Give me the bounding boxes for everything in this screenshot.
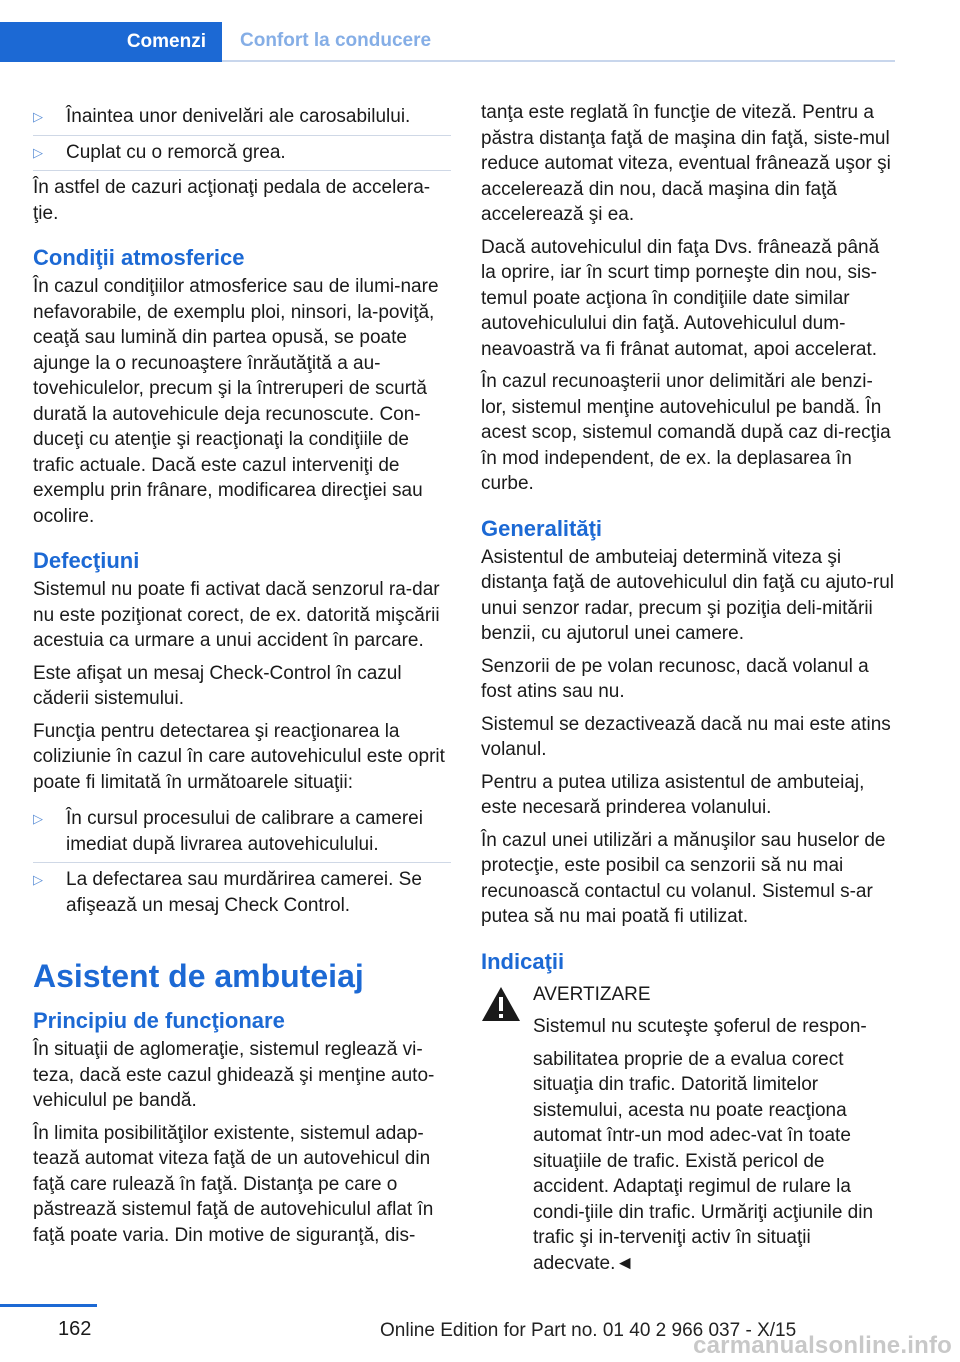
- paragraph: Este afişat un mesaj Check-Control în cazul căderii sistemului.: [33, 662, 402, 709]
- edition-note: Online Edition for Part no. 01 40 2 966 037 - X/15: [380, 1320, 797, 1341]
- tab-comenzi[interactable]: Comenzi: [0, 22, 222, 62]
- page-number: 162: [58, 1318, 92, 1340]
- paragraph: Sistemul se dezactivează dacă nu mai este atins volanul.: [481, 713, 891, 760]
- list-item: ▷ Înaintea unor denivelări ale carosabilului.: [33, 100, 451, 136]
- heading-principiu-de-functionare: Principiu de funcţionare: [33, 1008, 285, 1033]
- right-column: [481, 100, 897, 1283]
- paragraph: Dacă autovehiculul din faţa Dvs. frânează până la oprire, iar în scurt timp porneşte din nou, sis‐temul poate acţiona în condiţiile date similar autovehiculului din faţă. Autovehiculul dum‐neavoastră va fi frânat automat, apoi accelerat.: [481, 236, 880, 360]
- paragraph: Sistemul nu poate fi activat dacă senzorul ra‐dar nu este poziţionat corect, de ex. datorită mişcării acestuia ca urmare a unui accident în parcare.: [33, 579, 440, 651]
- heading-defectiuni: Defecţiuni: [33, 548, 140, 573]
- list-item: ▷ La defectarea sau murdărirea camerei. Se afişează un mesaj Check Control.: [33, 863, 451, 923]
- paragraph: În situaţii de aglomeraţie, sistemul reglează vi‐teza, dacă este cazul ghidează şi menţine auto‐vehiculul pe bandă.: [33, 1039, 435, 1111]
- watermark: carmanualsonline.info: [693, 1332, 952, 1359]
- paragraph: Pentru a putea utiliza asistentul de ambuteiaj, este necesară prinderea volanului.: [481, 771, 865, 818]
- warning-box: [481, 982, 897, 1284]
- warning-triangle-icon: [481, 982, 533, 1284]
- heading-generalitati: Generalităţi: [481, 515, 603, 541]
- heading-asistent-de-ambuteiaj: Asistent de ambuteiaj: [33, 958, 364, 994]
- list-item: ▷ În cursul procesului de calibrare a camerei imediat după livrarea autovehiculului.: [33, 802, 451, 863]
- tab-confort-la-conducere[interactable]: Confort la conducere: [222, 22, 895, 62]
- paragraph: În cazul unei utilizări a mănuşilor sau huselor de protecţie, este posibil ca senzorii să nu mai recunoască contactul cu volanul. Sistemul s-ar putea să nu mai poată fi utilizat.: [481, 829, 886, 927]
- triangle-bullet-icon: ▷: [33, 144, 43, 160]
- list-item: ▷ Cuplat cu o remorcă grea.: [33, 136, 451, 172]
- triangle-bullet-icon: ▷: [33, 872, 43, 887]
- heading-indicatii: Indicaţii: [481, 948, 565, 974]
- warning-text: sabilitatea proprie de a evalua corect situaţia din trafic. Datorită limitelor sistemului, acesta nu poate reacţiona automat într-un mod adec‐vat în toate situaţiile de trafic. Există pericol de accident. Adaptaţi regimul de rulare la condi‐ţiile din trafic. Urmăriţi acţiunile din trafic şi in‐terveniţi activ în situaţii adecvate.◄: [533, 1048, 874, 1274]
- paragraph: În limita posibilităţilor existente, sistemul adap‐tează automat viteza faţă de un autovehicul din faţă care rulează în faţă. Distanţa pe care o păstrează sistemul faţă de autovehiculul aflat în faţă poate varia. Din motive de siguranţă, dis‐: [33, 1122, 434, 1246]
- paragraph: Asistentul de ambuteiaj determină viteza şi distanţa faţă de autovehiculul din faţă cu ajuto‐rul unui senzor radar, precum şi poziţia deli‐mitării benzii, cu ajutorul unei camere.: [481, 546, 894, 644]
- triangle-bullet-icon: ▷: [33, 109, 43, 124]
- left-column: [33, 100, 451, 1255]
- footer-line: [0, 1304, 97, 1307]
- paragraph: tanţa este reglată în funcţie de viteză. Pentru a păstra distanţa faţă de maşina din faţă, siste‐mul reduce automat viteza, eventual frânează uşor şi accelerează din nou, dacă maşina din faţă accelerează şi ea.: [481, 102, 891, 225]
- paragraph: Senzorii de pe volan recunosc, dacă volanul a fost atins sau nu.: [481, 655, 869, 702]
- paragraph: În cazul recunoaşterii unor delimitări ale benzi‐lor, sistemul menţine autovehiculul pe bandă. În acest scop, sistemul comandă după caz di‐recţia în mod independent, de ex. la deplasarea în curbe.: [481, 371, 891, 494]
- page-header: [0, 0, 895, 62]
- paragraph: În cazul condiţiilor atmosferice sau de ilumi‐nare nefavorabile, de exemplu ploi, ninsori, la‐poviţă, ceaţă sau lumină din partea opusă, se poate ajunge la o recunoaştere înrăutăţită a au‐tovehiculelor, precum şi la întreruperi de scurtă durată la autovehicule deja recunoscute. Con‐duceţi cu atenţie şi reacţionaţi la condiţiile de trafic actuale. Dacă este cazul interveniţi de exemplu prin frânare, modificarea direcţiei sau ocolire.: [33, 276, 439, 527]
- paragraph: În astfel de cazuri acţionaţi pedala de accelera‐ţie.: [33, 177, 431, 224]
- warning-title: AVERTIZARE: [533, 983, 651, 1005]
- paragraph: Funcţia pentru detectarea şi reacţionarea la coliziunie în cazul în care autovehiculul este oprit poate fi limitată în următoarele situaţii:: [33, 720, 445, 793]
- triangle-bullet-icon: ▷: [33, 811, 43, 826]
- heading-conditii-atmosferice: Condiţii atmosferice: [33, 245, 245, 270]
- warning-text: Sistemul nu scuteşte şoferul de respon‐: [533, 1016, 867, 1037]
